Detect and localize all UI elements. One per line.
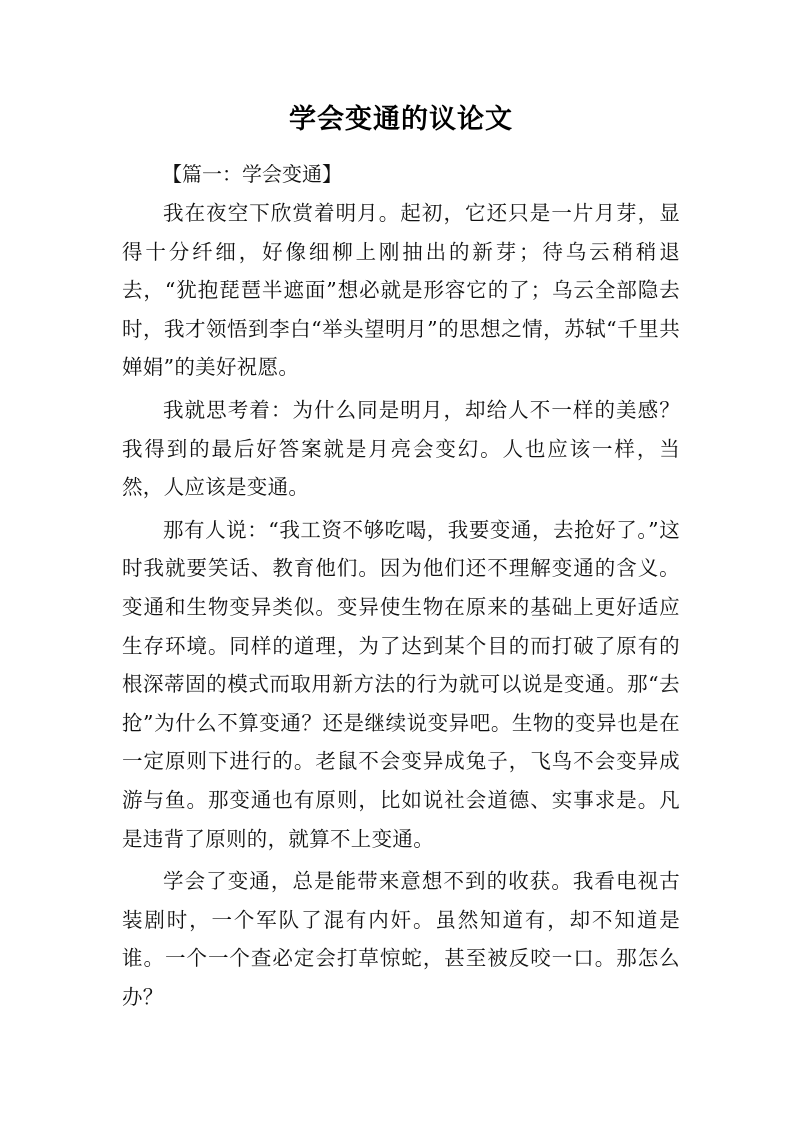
paragraph-3: 那有人说：“我工资不够吃喝，我要变通，去抢好了。”这时我就要笑话、教育他们。因为他们还不理解变通的含义。变通和生物变异类似。变异使生物在原来的基础上更好适应生存环境。同样的道理，为了达到某个目的而打破了原有的根深蒂固的模式而取用新方法的行为就可以说是变通。那“去抢”为什么不算变通？还是继续说变异吧。生物的变异也是在一定原则下进行的。老鼠不会变异成兔子，飞鸟不会变异成游与鱼。那变通也有原则，比如说社会道德、实事求是。凡是违背了原则的，就算不上变通。 [122, 517, 680, 851]
paragraph-1: 我在夜空下欣赏着明月。起初，它还只是一片月芽，显得十分纤细，好像细柳上刚抽出的新芽；待乌云稍稍退去，“犹抱琵琶半遮面”想必就是形容它的了；乌云全部隐去时，我才领悟到李白“举头望明月”的思想之情，苏轼“千里共婵娟”的美好祝愿。 [122, 201, 680, 380]
document-title: 学会变通的议论文 [289, 104, 513, 135]
section-label: 【篇一：学会变通】 [162, 162, 342, 186]
paragraph-2: 我就思考着：为什么同是明月，却给人不一样的美感？我得到的最后好答案就是月亮会变幻。人也应该一样，当然，人应该是变通。 [122, 397, 680, 500]
paragraph-4: 学会了变通，总是能带来意想不到的收获。我看电视古装剧时，一个军队了混有内奸。虽然知道有，却不知道是谁。一个一个查必定会打草惊蛇，甚至被反咬一口。那怎么办？ [122, 869, 680, 1009]
